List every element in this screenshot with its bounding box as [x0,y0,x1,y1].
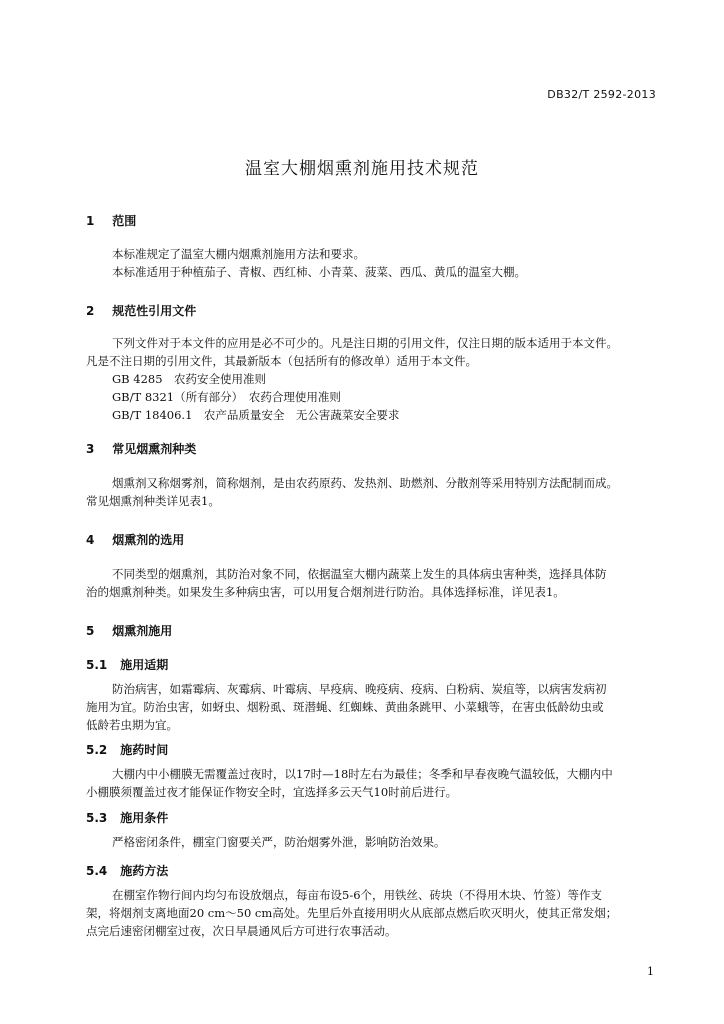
section-number: 5.3 [86,811,108,825]
section-title: 施用适期 [120,658,169,672]
section-number: 4 [86,533,95,547]
section-title: 施用条件 [120,811,169,825]
section-number: 5.1 [86,658,108,672]
subsection-5-3-heading [86,809,168,826]
subsection-5-4-body [86,886,658,940]
section-title: 施药时间 [120,743,169,757]
paragraph-line: 大棚内中小棚膜无需覆盖过夜时，以17时—18时左右为最佳；冬季和早春夜晚气温较低，大棚内中 [112,767,613,781]
paragraph-line: 施用为宜。防治虫害，如蚜虫、烟粉虱、斑潜蝇、红蜘蛛、黄曲条跳甲、小菜蛾等，在害虫低龄幼虫或 [86,700,604,714]
paragraph-line: 严格密闭条件，棚室门窗要关严，防治烟雾外泄，影响防治效果。 [112,835,446,849]
paragraph-line: 常见烟熏剂种类详见表1。 [86,494,220,508]
paragraph-line: 治的烟熏剂种类。如果发生多种病虫害，可以用复合烟剂进行防治。具体选择标准，详见表1。 [86,585,565,599]
section-title: 规范性引用文件 [112,304,197,318]
paragraph-line: 防治病害，如霜霉病、灰霉病、叶霉病、早疫病、晚疫病、疫病、白粉病、炭疽等，以病害发病初 [112,682,607,696]
subsection-5-2-body [86,765,658,801]
paragraph-line: 小棚膜须覆盖过夜才能保证作物安全时，宜选择多云天气10时前后进行。 [86,785,458,799]
reference-item: GB/T 18406.1 农产品质量安全 无公害蔬菜安全要求 [112,408,400,422]
section-number: 5 [86,624,95,638]
paragraph-line: 下列文件对于本文件的应用是必不可少的。凡是注日期的引用文件，仅注日期的版本适用于本文件。 [112,336,618,350]
section-number: 2 [86,304,95,318]
subsection-5-1-heading [86,656,168,673]
paragraph-line: 烟熏剂又称烟雾剂，简称烟剂，是由农药原药、发热剂、助燃剂、分散剂等采用特别方法配制而成。 [112,476,618,490]
subsection-5-2-heading [86,741,168,758]
paragraph-line: 不同类型的烟熏剂，其防治对象不同，依据温室大棚内蔬菜上发生的具体病虫害种类，选择具体防 [112,567,607,581]
section-1-heading [86,212,136,229]
subsection-5-3-body [86,833,658,851]
paragraph-line: 低龄若虫期为宜。 [86,718,178,732]
paragraph-line: 在棚室作物行间内均匀布设放烟点，每亩布设5-6个，用铁丝、砖块（不得用木块、竹签）等作支 [112,888,603,902]
document-title: 温室大棚烟熏剂施用技术规范 [245,159,479,179]
section-title: 范围 [112,214,137,228]
paragraph: 本标准适用于种植茄子、青椒、西红柿、小青菜、菠菜、西瓜、黄瓜的温室大棚。 [112,265,526,279]
section-3-body [86,474,658,510]
section-number: 5.2 [86,743,108,757]
document-code: DB32/T 2592-2013 [547,88,656,101]
section-3-heading [86,440,196,457]
paragraph-line: 点完后速密闭棚室过夜，次日早晨通风后方可进行农事活动。 [86,924,397,938]
section-1-body [86,245,658,281]
section-number: 1 [86,214,95,228]
section-2-body [86,334,658,424]
section-4-body [86,565,658,601]
section-4-heading [86,531,184,548]
paragraph: 本标准规定了温室大棚内烟熏剂施用方法和要求。 [112,247,365,261]
section-title: 烟熏剂的选用 [112,533,185,547]
section-2-heading [86,302,196,319]
subsection-5-1-body [86,680,658,734]
section-number: 3 [86,442,95,456]
paragraph-line: 凡是不注日期的引用文件，其最新版本（包括所有的修改单）适用于本文件。 [86,354,477,368]
section-title: 常见烟熏剂种类 [112,442,197,456]
section-title: 施药方法 [120,864,169,878]
page-number: 1 [647,965,654,978]
section-title: 烟熏剂施用 [112,624,173,638]
paragraph-line: 架，将烟剂支离地面20 cm～50 cm高处。先里后外直接用明火从底部点燃后吹灭明火，使其正常发烟； [86,906,618,920]
reference-item: GB/T 8321（所有部分） 农药合理使用准则 [112,390,341,404]
section-number: 5.4 [86,864,108,878]
section-5-heading [86,622,172,639]
subsection-5-4-heading [86,862,168,879]
reference-item: GB 4285 农药安全使用准则 [112,372,267,386]
